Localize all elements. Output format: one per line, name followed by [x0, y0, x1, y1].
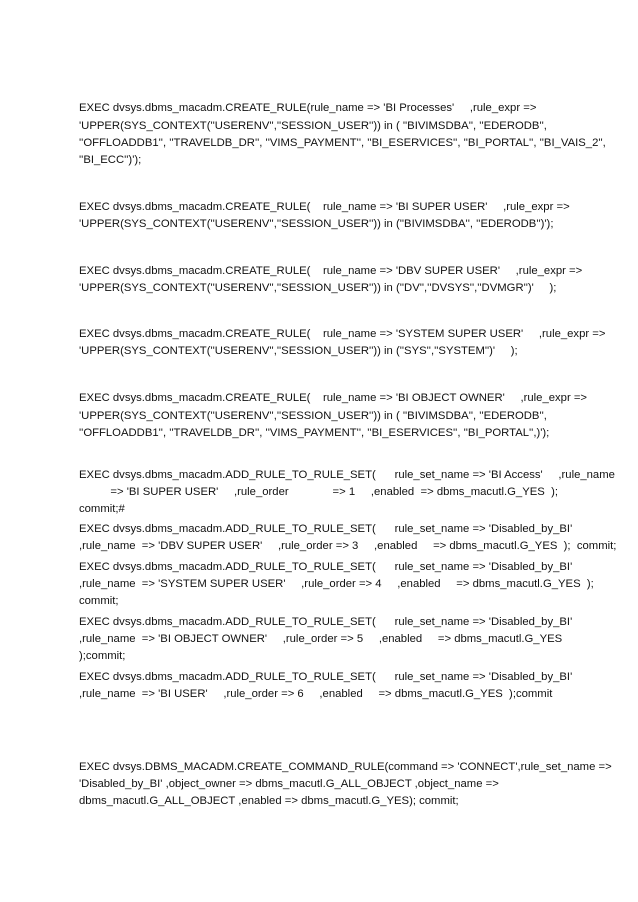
text-line: EXEC dvsys.dbms_macadm.ADD_RULE_TO_RULE_SET( rule_set_name => 'Disabled_by_BI' — [79, 616, 573, 628]
text-line: );commit; — [79, 650, 126, 662]
text-line: ''OFFLOADDB1'', ''TRAVELDB_DR'', ''VIMS_PAYMENT'', ''BI_ESERVICES'', ''BI_PORTAL'',)'); — [79, 427, 550, 439]
text-line: EXEC dvsys.dbms_macadm.CREATE_RULE( rule_name => 'SYSTEM SUPER USER' ,rule_expr => — [79, 328, 606, 340]
text-line: 'UPPER(SYS_CONTEXT(''USERENV'',''SESSION_USER'')) in (''SYS'',''SYSTEM'')' ); — [79, 345, 518, 357]
text-line: EXEC dvsys.dbms_macadm.CREATE_RULE(rule_name => 'BI Processes' ,rule_expr => — [79, 102, 537, 114]
text-line: EXEC dvsys.dbms_macadm.ADD_RULE_TO_RULE_SET( rule_set_name => 'BI Access' ,rule_name — [79, 469, 615, 481]
text-line: commit; — [79, 595, 119, 607]
text-line: 'UPPER(SYS_CONTEXT(''USERENV'',''SESSION_USER'')) in ( ''BIVIMSDBA'', ''EDERODB'', — [79, 120, 547, 132]
text-line: EXEC dvsys.DBMS_MACADM.CREATE_COMMAND_RULE(command => 'CONNECT',rule_set_name => — [79, 761, 612, 773]
text-line: dbms_macutl.G_ALL_OBJECT ,enabled => dbms_macutl.G_YES); commit; — [79, 795, 459, 807]
text-line: ,rule_name => 'SYSTEM SUPER USER' ,rule_order => 4 ,enabled => dbms_macutl.G_YES ); — [79, 578, 594, 590]
text-line: EXEC dvsys.dbms_macadm.ADD_RULE_TO_RULE_SET( rule_set_name => 'Disabled_by_BI' — [79, 523, 573, 535]
text-line: EXEC dvsys.dbms_macadm.ADD_RULE_TO_RULE_SET( rule_set_name => 'Disabled_by_BI' — [79, 561, 573, 573]
text-line: EXEC dvsys.dbms_macadm.CREATE_RULE( rule_name => 'DBV SUPER USER' ,rule_expr => — [79, 265, 583, 277]
text-line: ''OFFLOADDB1'', ''TRAVELDB_DR'', ''VIMS_PAYMENT'', ''BI_ESERVICES'', ''BI_PORTAL'', ''BI_VAIS_2'', — [79, 137, 606, 149]
text-line: ''BI_ECC'')'); — [79, 154, 142, 166]
text-line: EXEC dvsys.dbms_macadm.CREATE_RULE( rule_name => 'BI SUPER USER' ,rule_expr => — [79, 201, 570, 213]
text-line: EXEC dvsys.dbms_macadm.CREATE_RULE( rule_name => 'BI OBJECT OWNER' ,rule_expr => — [79, 392, 588, 404]
text-line: 'UPPER(SYS_CONTEXT(''USERENV'',''SESSION_USER'')) in ( ''BIVIMSDBA'', ''EDERODB'', — [79, 410, 547, 422]
text-line: commit;# — [79, 503, 125, 515]
text-line: ,rule_name => 'BI USER' ,rule_order => 6 ,enabled => dbms_macutl.G_YES );commit — [79, 688, 553, 700]
text-line: ,rule_name => 'DBV SUPER USER' ,rule_order => 3 ,enabled => dbms_macutl.G_YES ); commit; — [79, 540, 617, 552]
text-line: 'Disabled_by_BI' ,object_owner => dbms_macutl.G_ALL_OBJECT ,object_name => — [79, 778, 499, 790]
text-line: EXEC dvsys.dbms_macadm.ADD_RULE_TO_RULE_SET( rule_set_name => 'Disabled_by_BI' — [79, 671, 573, 683]
text-line: 'UPPER(SYS_CONTEXT(''USERENV'',''SESSION_USER'')) in (''BIVIMSDBA'', ''EDERODB'')'); — [79, 218, 554, 230]
text-line: 'UPPER(SYS_CONTEXT(''USERENV'',''SESSION_USER'')) in (''DV'',''DVSYS'',''DVMGR'')' ); — [79, 282, 557, 294]
text-line: => 'BI SUPER USER' ,rule_order => 1 ,enabled => dbms_macutl.G_YES ); — [79, 486, 558, 498]
text-line: ,rule_name => 'BI OBJECT OWNER' ,rule_order => 5 ,enabled => dbms_macutl.G_YES — [79, 633, 563, 645]
